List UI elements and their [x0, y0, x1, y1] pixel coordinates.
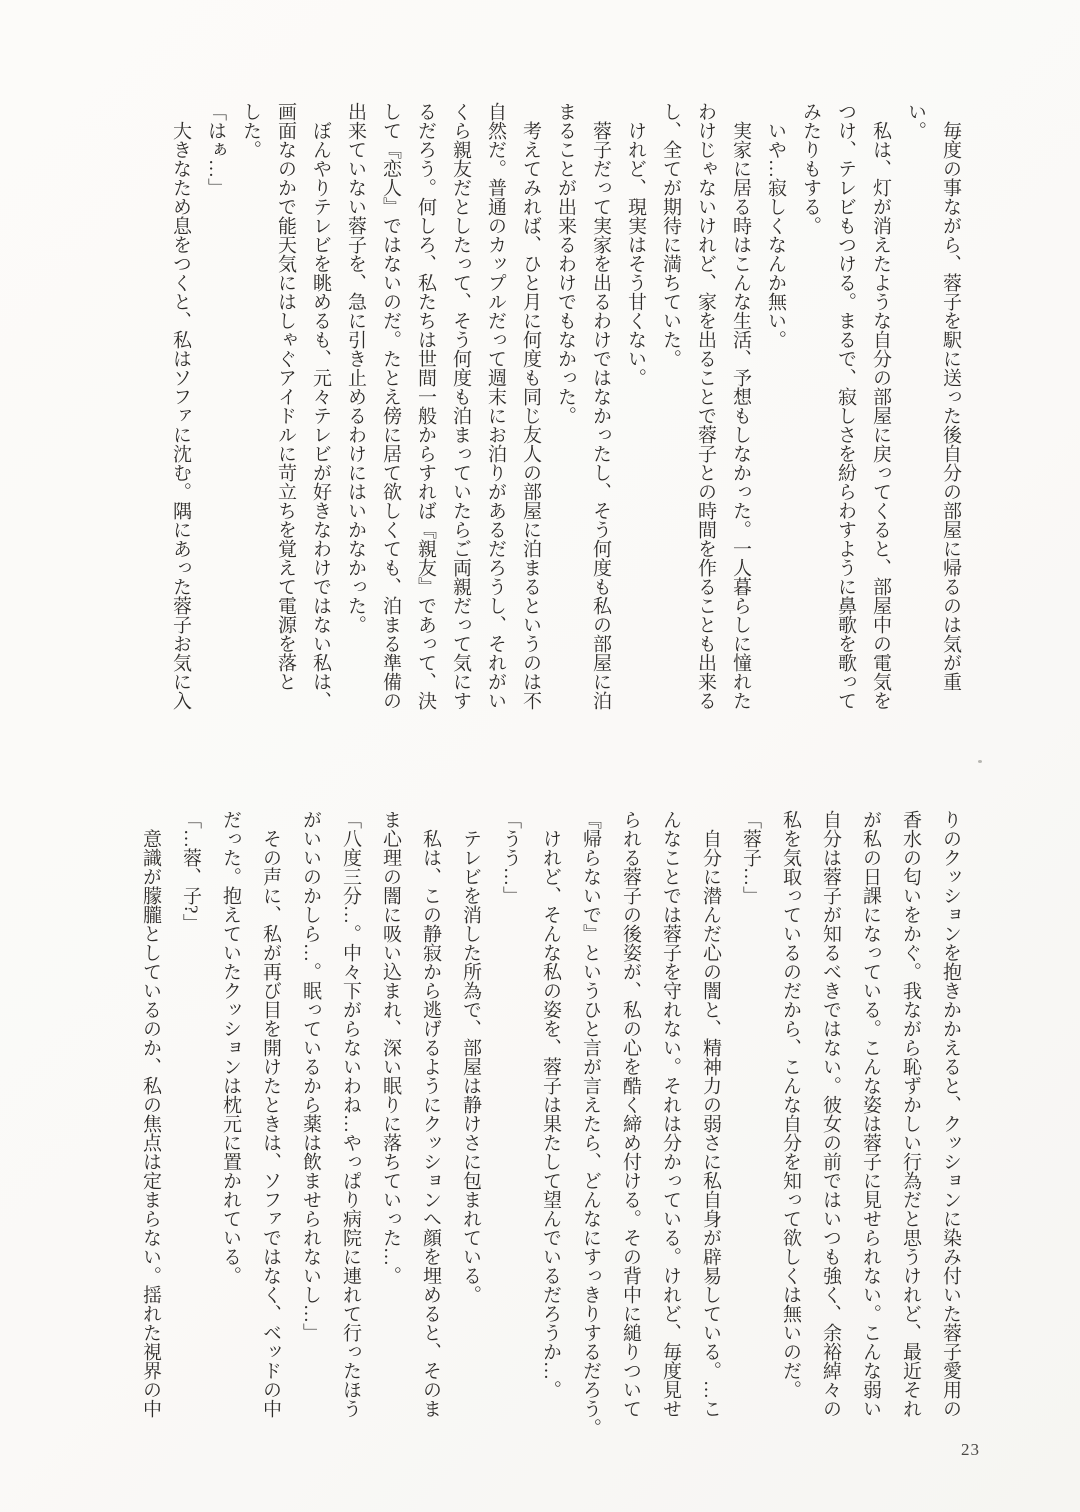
novel-text-block-bottom [130, 810, 970, 1444]
text-line: まることが出来るわけでもなかった。 [555, 102, 576, 425]
text-line: 「八度三分…。中々下がらないわね…やっぱり病院に連れて行ったほう [340, 810, 361, 1418]
text-line: が私の日課になっている。こんな姿は蓉子に見せられない。こんな弱い [860, 810, 881, 1418]
text-line: テレビを消した所為で、部屋は静けさに包まれている。 [460, 829, 481, 1304]
text-line: して『恋人』ではないのだ。たとえ傍に居て欲しくても、泊まる準備の [380, 102, 401, 710]
text-line: した。 [240, 102, 261, 159]
text-line: りのクッションを抱きかかえると、クッションに染み付いた蓉子愛用の [940, 810, 961, 1418]
text-line: 「はぁ…」 [205, 102, 226, 197]
text-line: わけじゃないけれど、家を出ることで蓉子との時間を作ることも出来る [695, 102, 716, 710]
text-line: 出来ていない蓉子を、急に引き止めるわけにはいかなかった。 [345, 102, 366, 634]
text-line: 自分は蓉子が知るべきではない。彼女の前ではいつも強く、余裕綽々の [820, 810, 841, 1418]
text-line: 「…蓉、子?」 [180, 810, 201, 933]
text-line: ま心理の闇に吸い込まれ、深い眠りに落ちていった…。 [380, 810, 401, 1285]
text-line: 自分に潜んだ心の闇と、精神力の弱さに私自身が辟易している。…こ [700, 829, 721, 1418]
text-line: 香水の匂いをかぐ。我ながら恥ずかしい行為だと思うけれど、最近それ [900, 810, 921, 1418]
text-line: 大きなため息をつくと、私はソファに沈む。隅にあった蓉子お気に入 [170, 121, 191, 710]
text-line: るだろう。何しろ、私たちは世間一般からすれば『親友』であって、決 [415, 102, 436, 710]
novel-text-block-top [163, 102, 968, 726]
text-line: いや…寂しくなんか無い。 [765, 121, 786, 349]
text-line: ぼんやりテレビを眺めるも、元々テレビが好きなわけではない私は、 [310, 121, 331, 710]
text-line: けれど、現実はそう甘くない。 [625, 121, 646, 387]
page-number: 23 [961, 1440, 980, 1459]
scan-speck-artifact [978, 760, 982, 763]
text-line: し、全てが期待に満ちていた。 [660, 102, 681, 368]
text-line: られる蓉子の後姿が、私の心を酷く締め付ける。その背中に縋りついて [620, 810, 641, 1418]
text-line: けれど、そんな私の姿を、蓉子は果たして望んでいるだろうか…。 [540, 829, 561, 1399]
text-line: んなことでは蓉子を守れない。それは分かっている。けれど、毎度見せ [660, 810, 681, 1418]
text-line: 毎度の事ながら、蓉子を駅に送った後自分の部屋に帰るのは気が重 [940, 121, 961, 691]
text-line: 私を気取っているのだから、こんな自分を知って欲しくは無いのだ。 [780, 810, 801, 1399]
text-line: 『帰らないで』というひと言が言えたら、どんなにすっきりするだろう。 [580, 810, 601, 1437]
text-line: だった。抱えていたクッションは枕元に置かれている。 [220, 810, 241, 1285]
text-line: 蓉子だって実家を出るわけではなかったし、そう何度も私の部屋に泊 [590, 121, 611, 710]
text-line: 私は、この静寂から逃げるようにクッションへ顔を埋めると、そのま [420, 829, 441, 1418]
text-line: 実家に居る時はこんな生活、予想もしなかった。一人暮らしに憧れた [730, 121, 751, 710]
text-line: 「うう…」 [500, 810, 521, 905]
text-line: がいいのかしら…。眠っているから薬は飲ませられないし…」 [300, 810, 321, 1342]
text-line: い。 [905, 102, 926, 140]
text-line: みたりもする。 [800, 102, 821, 235]
text-line: くら親友だとしたって、そう何度も泊まっていたらご両親だって気にす [450, 102, 471, 710]
text-line: 考えてみれば、ひと月に何度も同じ友人の部屋に泊まるというのは不 [520, 121, 541, 710]
text-line: 自然だ。普通のカップルだって週末にお泊りがあるだろうし、それがい [485, 102, 506, 710]
text-line: 意識が朦朧としているのか、私の焦点は定まらない。揺れた視界の中 [140, 829, 161, 1418]
text-line: 画面なのかで能天気にはしゃぐアイドルに苛立ちを覚えて電源を落と [275, 102, 296, 691]
text-line: 「蓉子…」 [740, 810, 761, 905]
text-line: つけ、テレビもつける。まるで、寂しさを紛らわすように鼻歌を歌って [835, 102, 856, 710]
text-line: 私は、灯が消えたような自分の部屋に戻ってくると、部屋中の電気を [870, 121, 891, 710]
text-line: その声に、私が再び目を開けたときは、ソファではなく、ベッドの中 [260, 829, 281, 1418]
